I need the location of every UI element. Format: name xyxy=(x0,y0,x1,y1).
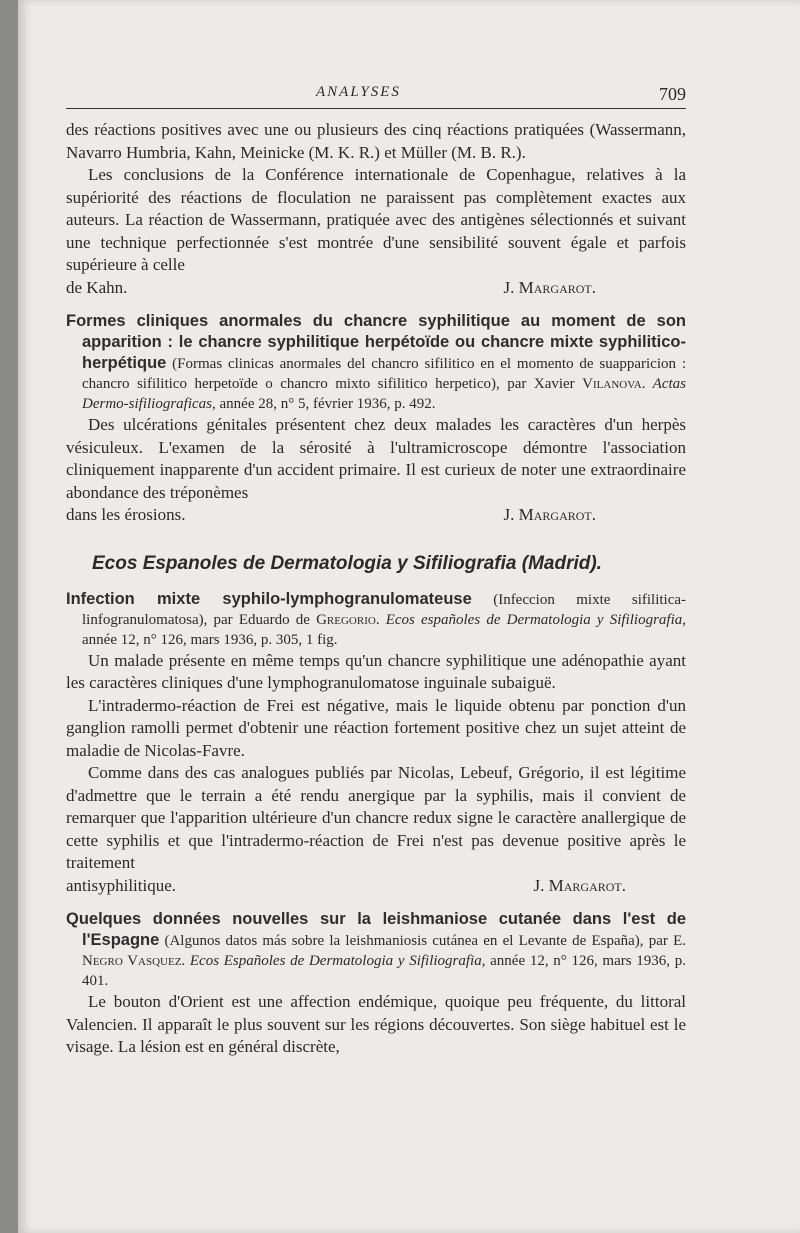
entry-subtitle: (Infeccion mixte sifilitica-linfogranulomatosa), par Eduardo de xyxy=(82,591,687,628)
entry-journal: Actas Dermo-sifiliograficas, xyxy=(82,376,686,412)
running-title: ANALYSES xyxy=(316,84,401,100)
paragraph: Des ulcérations génitales présentent chez deux malades les caractères d'un herpès vésiculeux. L'examen de la sérosité à l'ultramicroscope démontre l'association cliniquement inapparente d'un accident primaire. Il est curieux de noter une extraordinaire abondance des tréponèmes xyxy=(66,415,686,502)
entry-journal: Ecos españoles de Dermatologia y Sifiliografia, xyxy=(379,611,686,628)
signature-line xyxy=(66,277,686,300)
section-heading: Ecos Espanoles de Dermatologia y Sifiliografia (Madrid). xyxy=(92,552,602,574)
page-content xyxy=(66,82,686,1059)
entry-details: année 12, n° 126, mars 1936, p. 401. xyxy=(82,953,686,989)
entry-reference xyxy=(66,589,687,650)
last-line: dans les érosions. xyxy=(66,505,186,524)
entry-title: Infection mixte syphilo-lymphogranulomateuse xyxy=(66,589,472,608)
entry-journal: Ecos Españoles de Dermatologia y Sifiliografia, xyxy=(185,953,486,969)
entry-subtitle: (Algunos datos más sobre la leishmaniosis cutánea en el Levante de España), par E. xyxy=(159,933,686,949)
review-entry xyxy=(66,311,686,527)
author-signature: J. Margarot. xyxy=(503,505,596,524)
page-number: 709 xyxy=(659,84,686,104)
entry-reference xyxy=(66,311,686,414)
signature-line xyxy=(66,875,686,898)
author-signature: J. Margarot. xyxy=(503,277,596,297)
entry-reference xyxy=(66,909,686,991)
paragraph: Les conclusions de la Conférence internationale de Copenhague, relatives à la supériorité des réactions de floculation ne paraissent pas complètement exactes aux auteurs. La réaction de Wassermann, pratiquée avec des antigènes sélectionnés et suivant une technique perfectionnée s'est montrée d'une sensibilité souvent égale et parfois supérieure à celle xyxy=(66,165,686,274)
paragraph: Le bouton d'Orient est une affection endémique, quoique peu fréquente, du littoral Valencien. Il apparaît le plus souvent sur les régions découvertes. Son siège habituel est le visage. La lésion est en général discrète, xyxy=(66,992,686,1056)
entry-author: Negro Vasquez. xyxy=(82,953,186,969)
author-signature: J. Margarot. xyxy=(533,875,626,895)
last-line: de Kahn. xyxy=(66,277,128,297)
paragraph: Un malade présente en même temps qu'un chancre syphilitique une adénopathie ayant les caractères cliniques d'une lymphogranulomatose inguinale subaiguë. xyxy=(66,650,686,692)
paragraph: L'intradermo-réaction de Frei est négative, mais le liquide obtenu par ponction d'un ganglion ramolli permet d'obtenir une réaction fortement positive chez un sujet atteint de maladie de Nicolas-Favre. xyxy=(66,695,686,760)
paragraph: des réactions positives avec une ou plusieurs des cinq réactions pratiquées (Wassermann, Navarro Humbria, Kahn, Meinicke (M. K. R.) et Müller (M. B. R.). xyxy=(66,120,686,162)
paragraph: Comme dans des cas analogues publiés par Nicolas, Lebeuf, Grégorio, il est légitime d'admettre que le terrain a été rendu anergique par la syphilis, mais il convient de remarquer que l'apparition ultérieure d'un chancre redux signe le caractère anallergique de cette syphilis et que l'intradermo-réaction de Frei n'est pas devenue positive après le traitement xyxy=(66,763,686,872)
entry-author: Vilanova. xyxy=(582,376,646,392)
entry-subtitle: (Formas clinicas anormales del chancro sifilitico en el momento de suapparicion : chancro sifilitico herpetoïde o chancro mixto sifilitico herpetico), par Xavier xyxy=(82,356,686,392)
entry-title: Formes cliniques anormales du chancre syphilitique au moment de son apparition : le chancre syphilitique herpétoïde ou chancre mixte syphilitico-herpétique xyxy=(66,312,686,372)
page-header xyxy=(66,82,686,109)
entry-details: année 12, n° 126, mars 1936, p. 305, 1 fig. xyxy=(82,631,338,648)
review-entry xyxy=(66,589,686,898)
review-entry xyxy=(66,909,686,1059)
entry-details: année 28, n° 5, février 1936, p. 492. xyxy=(215,396,436,412)
entry-title: Quelques données nouvelles sur la leishmaniose cutanée dans l'est de l'Espagne xyxy=(66,910,686,949)
signature-line xyxy=(66,504,686,527)
entry-author: Gregorio. xyxy=(316,611,380,628)
last-line: antisyphilitique. xyxy=(66,875,177,895)
page xyxy=(18,0,800,1233)
